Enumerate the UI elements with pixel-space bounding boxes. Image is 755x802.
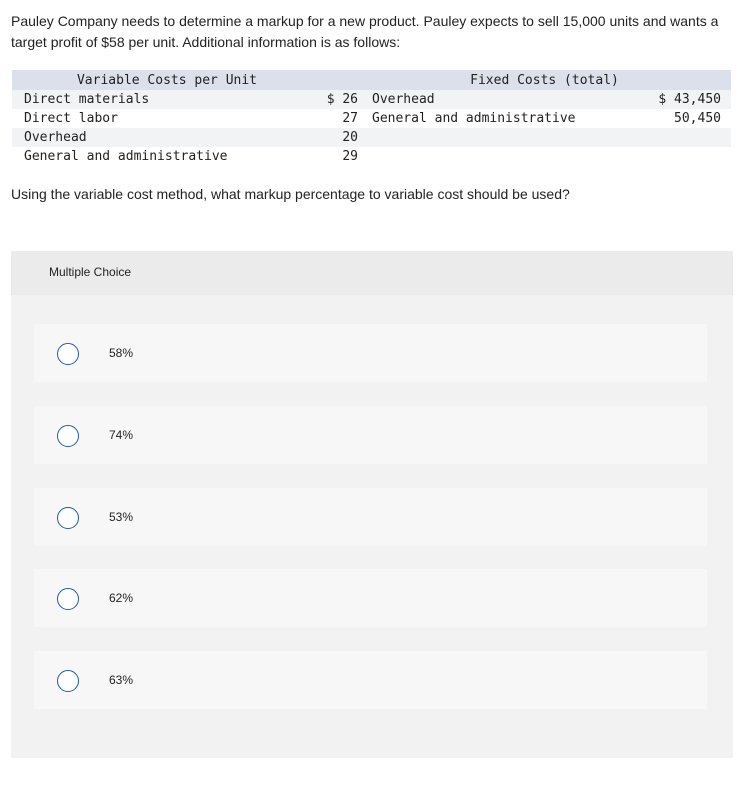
radio-button-icon[interactable] [57,507,79,529]
multiple-choice-title: Multiple Choice [49,265,132,279]
fixed-cost-label: Overhead [358,90,604,109]
question-text: Pauley Company needs to determine a markup for a new product. Pauley expects to sell 15,000 units and wants a target profit of $58 per unit. Additional information is as follows: [11,13,719,50]
variable-cost-value: $ 26 [310,90,358,109]
radio-button-icon[interactable] [57,670,79,692]
variable-cost-value: 29 [342,149,358,164]
fixed-cost-value [604,128,731,147]
table-header-row [12,70,731,90]
fixed-costs-header: Fixed Costs (total) [358,70,731,90]
answer-option-63[interactable] [34,651,707,709]
multiple-choice-header [11,251,733,295]
answer-option-58[interactable] [34,324,707,382]
radio-button-icon[interactable] [57,343,79,365]
fixed-cost-value: 50,450 [674,111,721,126]
variable-cost-value: 20 [310,128,358,147]
variable-cost-label: General and administrative [24,149,228,164]
answer-option-label: 58% [109,346,134,360]
fixed-cost-value: $ 43,450 [604,90,731,109]
answer-option-label: 53% [109,510,134,524]
answer-option-label: 62% [109,591,134,605]
answer-option-label: 63% [109,673,134,687]
table-row [12,90,731,109]
variable-cost-label: Overhead [12,128,310,147]
fixed-cost-label [358,147,604,166]
answer-option-74[interactable] [34,406,707,464]
variable-cost-label: Direct materials [12,90,310,109]
fixed-cost-label: General and administrative [372,111,576,126]
cost-table [12,70,731,166]
fixed-cost-label [358,128,604,147]
answer-option-53[interactable] [34,488,707,546]
multiple-choice-panel [11,251,733,758]
answer-option-62[interactable] [34,569,707,627]
variable-cost-label: Direct labor [24,111,118,126]
radio-button-icon[interactable] [57,588,79,610]
table-row [12,109,731,128]
fixed-cost-value [604,147,731,166]
radio-button-icon[interactable] [57,425,79,447]
question-prompt: Using the variable cost method, what markup percentage to variable cost should be used? [11,186,570,202]
variable-cost-value: 27 [342,111,358,126]
variable-costs-header: Variable Costs per Unit [12,70,310,90]
table-row [12,147,731,166]
answer-option-label: 74% [109,428,134,442]
table-row [12,128,731,147]
